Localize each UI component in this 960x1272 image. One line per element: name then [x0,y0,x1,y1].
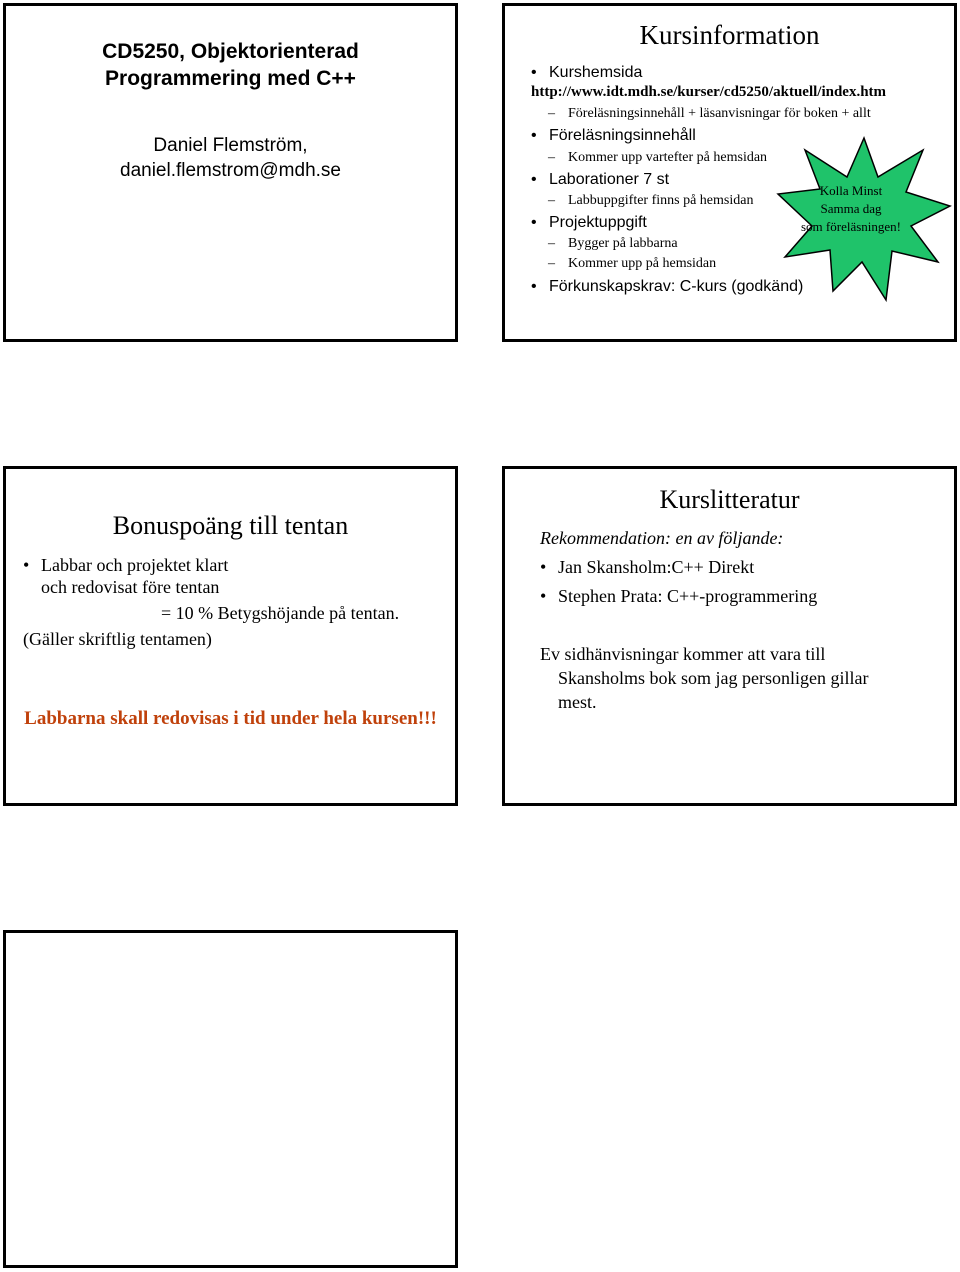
star-callout [775,134,953,304]
slide-kurslitteratur [502,466,957,806]
bullet-forelasning: • Föreläsningsinnehåll [549,127,696,145]
bonus-result: = 10 % Betygshöjande på tentan. [161,603,400,623]
slide-kursinformation [502,3,957,342]
slide-title: Kursinformation [639,20,820,50]
slide-course-title [3,3,458,342]
sub-item: – Bygger på labbarna [568,236,678,252]
star-line-1: Kolla Minst [819,183,883,198]
star-line-3: som föreläsningen! [800,219,902,234]
bullet-labbar: • Labbar och projektet klart [41,555,228,576]
sub-item: – Kommer upp på hemsidan [568,256,716,272]
sub-item: – Kommer upp vartefter på hemsidan [568,150,767,166]
exam-note: (Gäller skriftlig tentamen) [23,629,212,649]
bullet-laborationer: • Laborationer 7 st [549,171,669,189]
course-url: http://www.idt.mdh.se/kurser/cd5250/aktuell/index.htm [531,84,887,100]
page-ref-line-3: mest. [558,692,597,712]
slide-title: Kurslitteratur [659,485,800,514]
bullet-projektuppgift: • Projektuppgift [549,214,647,232]
recommendation-subtitle: Rekommendation: en av följande: [540,528,784,548]
slide-bonuspoang [3,466,458,806]
bullet-continuation: och redovisat före tentan [41,577,220,597]
star-line-2: Samma dag [820,201,882,216]
slide-blank [3,930,458,1268]
bullet-kurshemsida: • Kurshemsida [549,64,642,82]
bullet-forkunskapskrav: • Förkunskapskrav: C-kurs (godkänd) [549,278,803,296]
page-ref-line-1: Ev sidhänvisningar kommer att vara till [540,644,826,664]
page-ref-line-2: Skansholms bok som jag personligen gillar [558,668,869,688]
sub-item: – Föreläsningsinnehåll + läsanvisningar för boken + allt [568,106,871,122]
course-title: CD5250, Objektorienterad Programmering med C++ [102,40,359,90]
slide-title: Bonuspoäng till tentan [112,511,349,540]
warning-text: Labbarna skall redovisas i tid under hela kursen!!! [24,708,437,729]
book-item: • Stephen Prata: C++-programmering [558,586,817,607]
sub-item: – Labbuppgifter finns på hemsidan [568,193,753,209]
author-info: Daniel Flemström, daniel.flemstrom@mdh.se [120,135,341,181]
book-item: • Jan Skansholm:C++ Direkt [558,557,754,578]
